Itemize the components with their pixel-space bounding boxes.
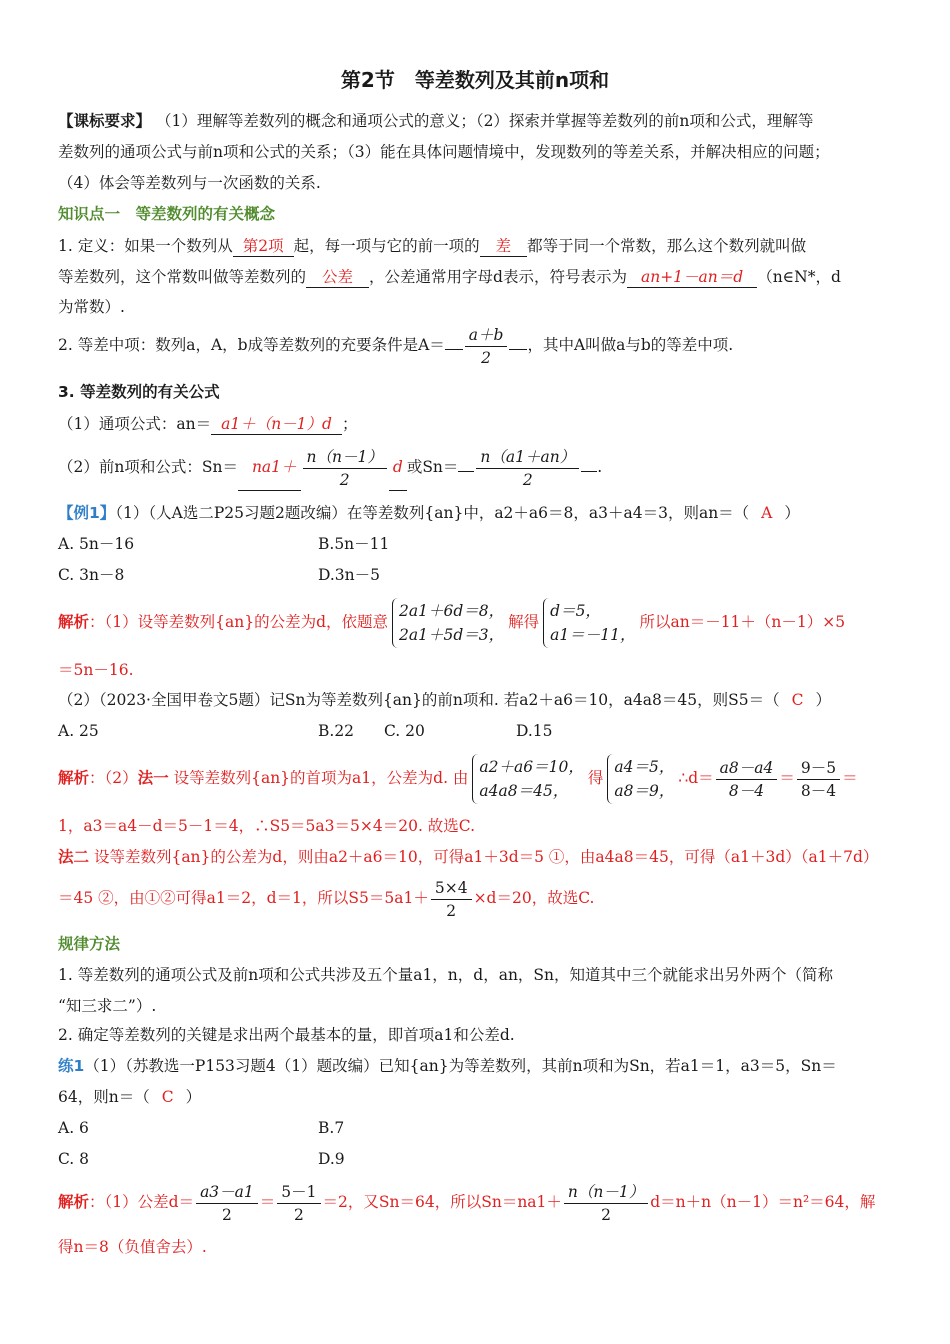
practice-option-b: B.7: [318, 1119, 345, 1137]
common-difference-fraction-2: [277, 1181, 320, 1226]
method-rule-1b: “知三求二”）.: [58, 997, 157, 1015]
method-2-label: 法二: [58, 847, 90, 866]
definition-text: 起，每一项与它的前一项的: [293, 237, 480, 255]
sum-answer-1: na1＋: [251, 458, 297, 476]
solution-text: ×d＝20，故选C.: [473, 889, 595, 907]
question-text: ）: [784, 504, 800, 522]
difference-fraction-1: [716, 757, 778, 802]
solution-label: 解析: [58, 768, 90, 787]
solution-text: ：（1）设等差数列{an}的公差为d，依题意: [89, 613, 388, 631]
system-row: a4a8＝45，: [479, 782, 569, 800]
page-title: 第2节 等差数列及其前n项和: [340, 68, 610, 92]
sum-denominator-1: 2: [339, 470, 350, 489]
equation-system-3: [472, 754, 583, 804]
q2-option-c: C. 20: [384, 722, 425, 740]
requirement-line-2: 差数列的通项公式与前n项和公式的关系；（3）能在具体问题情境中，发现数列的等差关系，并解决相应的问题；: [58, 143, 830, 161]
solution-text: 设等差数列{an}的公差为d，则由a2＋a6＝10，可得a1＋3d＝5 ①，由a4a8＝45，可得（a1＋3d）（a1＋7d）: [93, 848, 879, 866]
solution-1-line-1: [58, 596, 845, 648]
formula-text: .: [597, 458, 603, 476]
solution-2-line-4: [58, 872, 594, 924]
example-1-question-2: [58, 690, 831, 710]
definition-text: （n∈N*，d: [757, 268, 841, 286]
question-text: 64，则n＝（: [58, 1088, 150, 1106]
sum-fraction-1: [303, 446, 387, 491]
answer-blank-1: 第2项: [242, 237, 284, 255]
system-row: 2a1＋5d＝3，: [399, 626, 505, 644]
requirement-line-3: （4）体会等差数列与一次函数的关系.: [58, 174, 321, 192]
example-1-question-1: [58, 503, 800, 523]
system-row: a8＝9，: [614, 782, 675, 800]
definition-line-1: [58, 236, 806, 257]
definition-text: 都等于同一个常数，那么这个数列就叫做: [527, 237, 807, 255]
practice-1-question-line-2: [58, 1087, 201, 1107]
question-1-answer: A: [761, 504, 773, 522]
answer-blank-4: an+1－an＝d: [640, 268, 744, 286]
fraction-denominator: 2: [221, 1205, 232, 1224]
q2-option-b: B.22: [318, 722, 355, 740]
solution-text: ＝45 ②，由①②可得a1＝2，d＝1，所以S5＝5a1＋: [58, 889, 429, 907]
sum-formula-line: [58, 444, 602, 491]
requirement-text-1: （1）理解等差数列的概念和通项公式的意义；（2）探索并掌握等差数列的前n项和公式，理解等: [155, 112, 814, 130]
mean-numerator: a＋b: [465, 324, 508, 347]
solution-text: 得: [587, 769, 604, 787]
equation-system-4: [607, 754, 674, 804]
answer-blank-2: 差: [495, 237, 512, 255]
solution-text: ＝2，又Sn＝64，所以Sn＝na1＋: [322, 1193, 562, 1211]
sum-numerator-2: n（a1＋an）: [476, 446, 579, 469]
answer-blank-3: 公差: [322, 268, 354, 286]
system-row: a2＋a6＝10，: [479, 758, 584, 776]
question-text: （1）（苏教选一P153习题4（1）题改编）已知{an}为等差数列，其前n项和为Sn，若a1＝1，a3＝5，Sn＝: [84, 1057, 837, 1075]
fraction-denominator: 2: [601, 1205, 611, 1224]
question-text: ）: [185, 1088, 202, 1106]
solution-text: ：（1）公差d＝: [89, 1193, 195, 1211]
fraction-numerator: a8－a4: [716, 757, 778, 780]
solution-text: d＝n＋n（n－1）＝n²＝64，解: [650, 1193, 876, 1211]
solution-text: 解得: [508, 613, 540, 631]
solution-label: 解析: [58, 1192, 90, 1211]
definition-text: ，公差通常用字母d表示，符号表示为: [369, 268, 627, 286]
system-row: a1＝－11，: [550, 626, 636, 644]
solution-label: 解析: [58, 612, 90, 631]
solution-1-line-2: ＝5n－16.: [58, 661, 134, 679]
equation-system-1: [392, 598, 504, 648]
general-term-answer: a1＋（n－1）d: [221, 415, 332, 433]
solution-2-line-2: 1，a3＝a4－d＝5－1＝4，∴S5＝5a3＝5×4＝20. 故选C.: [58, 817, 476, 835]
equation-system-2: [543, 598, 635, 648]
fraction-numerator: 5×4: [431, 877, 472, 900]
method-1-label: 法一: [137, 768, 169, 787]
definition-text: 1. 定义：如果一个数列从: [58, 237, 233, 255]
fraction-numerator: n（n－1）: [564, 1181, 648, 1204]
sum-denominator-2: 2: [522, 470, 533, 489]
system-row: a4＝5，: [614, 758, 675, 776]
method-rule-1a: 1. 等差数列的通项公式及前n项和公式共涉及五个量a1，n，d，an，Sn，知道其中三个就能求出另外两个（简称: [58, 966, 834, 984]
fraction-denominator: 2: [446, 901, 457, 920]
arithmetic-mean-line: [58, 322, 733, 369]
fraction-denominator: 8－4: [728, 781, 765, 800]
sum-coefficient-fraction: [431, 877, 472, 922]
section-heading-concepts: 知识点一 等差数列的有关概念: [58, 205, 276, 223]
option-c: C. 3n－8: [58, 566, 125, 584]
question-text: （2）（2023·全国甲卷文5题）记Sn为等差数列{an}的前n项和. 若a2＋a6＝10，a4a8＝45，则S5＝（: [58, 691, 780, 709]
formula-text: （2）前n项和公式：Sn＝: [58, 458, 238, 476]
q2-option-d: D.15: [516, 722, 553, 740]
question-text: ）: [815, 691, 831, 709]
practice-1-answer: C: [161, 1088, 174, 1106]
mean-fraction: [465, 324, 508, 369]
difference-fraction-2: [797, 757, 840, 802]
requirement-label: 【课标要求】: [58, 111, 152, 130]
solution-text: ：（2）: [89, 769, 138, 787]
option-a: A. 5n－16: [58, 535, 135, 553]
common-difference-fraction-1: [196, 1181, 258, 1226]
fraction-numerator: 5－1: [277, 1181, 320, 1204]
fraction-denominator: 8－4: [800, 781, 837, 800]
sum-numerator-1: n（n－1）: [303, 446, 387, 469]
fraction-numerator: a3－a1: [196, 1181, 258, 1204]
practice-solution-line-2: 得n＝8（负值舍去）.: [58, 1238, 207, 1256]
option-b: B.5n－11: [318, 535, 390, 553]
section-heading-methods: 规律方法: [58, 935, 121, 953]
sum-answer-2: d: [392, 458, 403, 476]
sum-fraction: [564, 1181, 648, 1226]
practice-option-c: C. 8: [58, 1150, 90, 1168]
solution-text: ∴d＝: [678, 769, 714, 787]
system-row: d＝5，: [550, 602, 601, 620]
sum-fraction-2: [476, 446, 579, 491]
solution-text: 设等差数列{an}的首项为a1，公差为d. 由: [173, 769, 469, 787]
mean-text: ，其中A叫做a与b的等差中项.: [527, 336, 734, 354]
mean-text: 2. 等差中项：数列a，A，b成等差数列的充要条件是A＝: [58, 336, 445, 354]
formula-text: ；: [341, 415, 358, 433]
option-d: D.3n－5: [318, 566, 381, 584]
solution-2-line-1: 解析：（2）法一 设等差数列{an}的首项为a1，公差为d. 由 a2＋a6＝10， a4a8＝45， 得 a4＝5， a8＝9， ∴d＝ $\frac{a8-a4}{8-4}$ ＝ $\frac{9-5}{8-4}$ ＝: [58, 752, 858, 804]
method-rule-2: 2. 确定等差数列的关键是求出两个最基本的量，即首项a1和公差d.: [58, 1026, 515, 1044]
formula-text: （1）通项公式：an＝: [58, 415, 212, 433]
mean-denominator: 2: [481, 348, 492, 367]
q2-option-a: A. 25: [58, 722, 99, 740]
system-row: 2a1＋6d＝8，: [399, 602, 505, 620]
formula-heading: 3. 等差数列的有关公式: [58, 383, 220, 401]
definition-text: 等差数列，这个常数叫做等差数列的: [58, 268, 307, 286]
definition-line-2: [58, 267, 841, 288]
question-text: （1）（人A选二P25习题2题改编）在等差数列{an}中，a2＋a6＝8，a3＋a4＝3，则an＝（: [115, 504, 750, 522]
practice-1-question-line-1: [58, 1056, 837, 1076]
solution-2-line-3: [58, 847, 878, 867]
solution-text: 所以an＝－11＋（n－1）×5: [639, 613, 846, 631]
question-2-answer: C: [791, 691, 804, 709]
practice-option-a: A. 6: [58, 1119, 89, 1137]
practice-option-d: D.9: [318, 1150, 345, 1168]
fraction-denominator: 2: [293, 1205, 304, 1224]
practice-solution-line-1: 解析：（1）公差d＝ $\frac{a3-a1}{2}$ ＝ $\frac{5-1}{2}$ ＝2，又Sn＝64，所以Sn＝na1＋ $\frac{n(n-1)}{2}$ d＝n＋n（n－1）＝n²＝64，解: [58, 1182, 876, 1224]
requirement-line-1: [58, 111, 813, 131]
fraction-numerator: 9－5: [797, 757, 840, 780]
general-term-line: [58, 414, 357, 435]
practice-1-label: 练1: [58, 1057, 85, 1075]
example-1-label: 【例1】: [58, 504, 116, 522]
definition-line-3: 为常数）.: [58, 298, 125, 316]
formula-text: 或Sn＝: [406, 458, 459, 476]
